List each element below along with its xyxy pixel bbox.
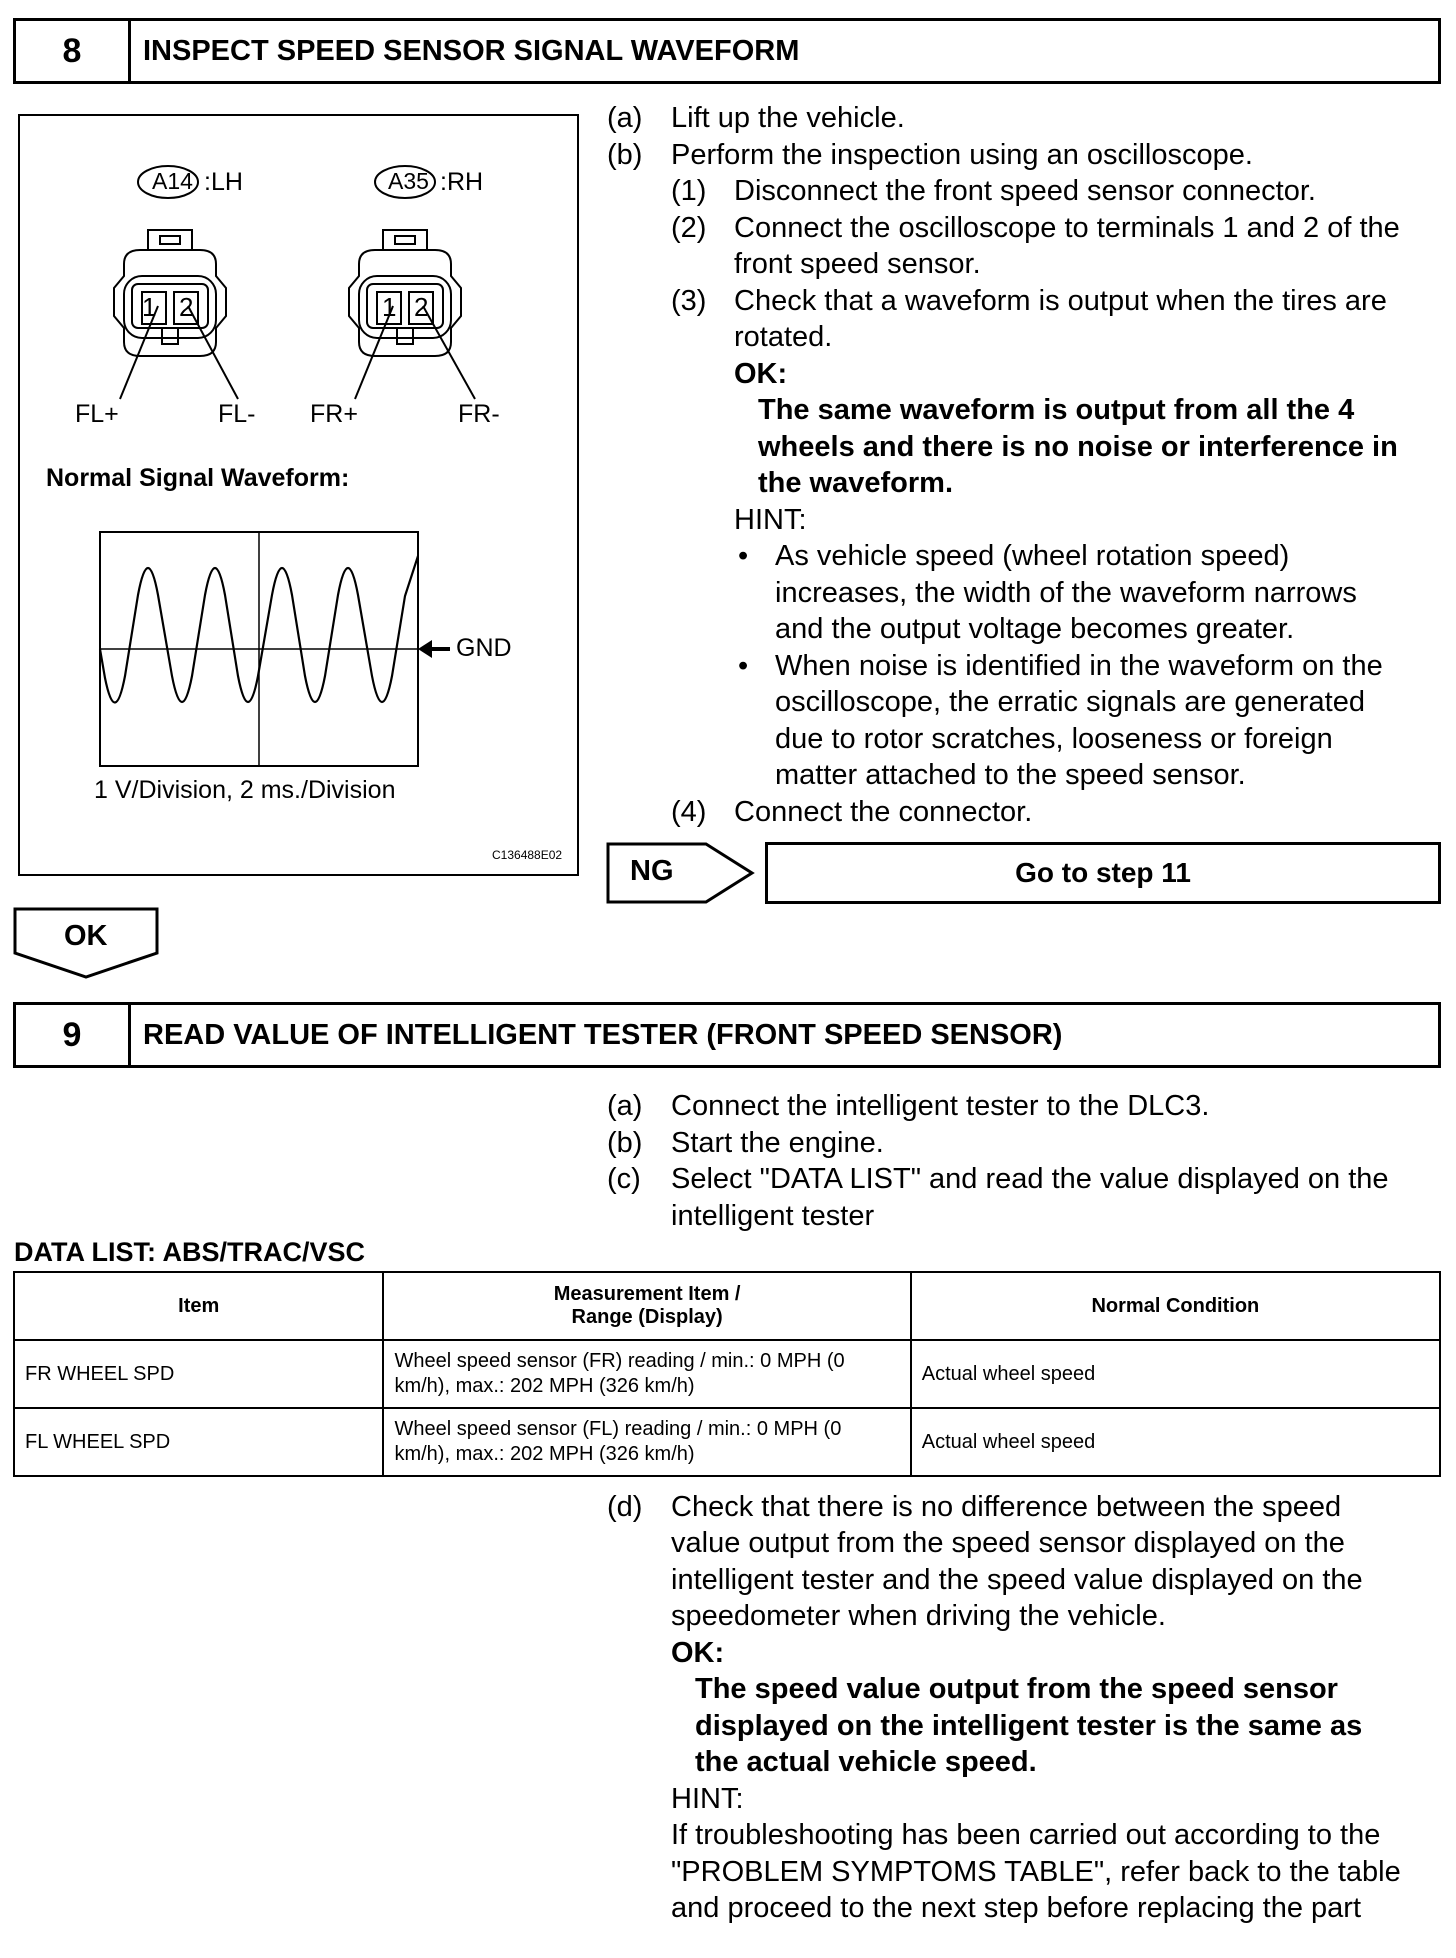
- step-9-instruction-b: Start the engine.: [671, 1127, 884, 1159]
- rh-pin-1: 1: [382, 292, 397, 322]
- rh-pin-2: 2: [414, 292, 429, 322]
- header-measurement-line-2: Range (Display): [571, 1306, 723, 1328]
- instruction-a: Lift up the vehicle.: [671, 102, 905, 134]
- cell-range-line-1: Wheel speed sensor (FL) reading / min.: 0 MPH (0: [394, 1418, 842, 1440]
- header-measurement: [383, 1272, 910, 1340]
- ok-text-line-1: The same waveform is output from all the 4: [758, 394, 1355, 426]
- hint-2-line-2: oscilloscope, the erratic signals are generated: [775, 686, 1365, 718]
- hint-bullet-2: •: [738, 650, 749, 682]
- hint-label: HINT:: [734, 504, 807, 536]
- figure-code: C136488E02: [492, 848, 563, 862]
- instruction-3-line-2: rotated.: [734, 321, 833, 353]
- step-9-marker-a: (a): [607, 1090, 643, 1122]
- ok-label: OK:: [734, 358, 788, 390]
- rh-connector-code: A35: [388, 168, 429, 194]
- step-9-title: READ VALUE OF INTELLIGENT TESTER (FRONT SPEED SENSOR): [143, 1018, 1063, 1051]
- step-9-marker-c: (c): [607, 1163, 641, 1195]
- marker-b: (b): [607, 139, 643, 171]
- header-normal-condition: Normal Condition: [911, 1272, 1440, 1340]
- instruction-1: Disconnect the front speed sensor connector.: [734, 175, 1316, 207]
- step-9-instruction-a: Connect the intelligent tester to the DLC3.: [671, 1090, 1210, 1122]
- cell-normal: Actual wheel speed: [911, 1408, 1440, 1476]
- lh-connector-label: :LH: [204, 168, 243, 196]
- rh-connector-label: :RH: [440, 168, 484, 196]
- cell-range-line-1: Wheel speed sensor (FR) reading / min.: 0 MPH (0: [394, 1350, 845, 1372]
- data-list-table: [13, 1271, 1441, 1477]
- ok-text-line-3: the waveform.: [758, 467, 953, 499]
- ng-label: NG: [630, 855, 674, 887]
- header-item: Item: [14, 1272, 383, 1340]
- hint-2-line-1: When noise is identified in the waveform on the: [775, 650, 1383, 682]
- cell-range-line-2: km/h), max.: 202 MPH (326 km/h): [394, 1375, 695, 1397]
- fr-plus-label: FR+: [310, 400, 358, 428]
- instruction-4: Connect the connector.: [734, 796, 1033, 828]
- lh-pin-1: 1: [142, 292, 157, 322]
- instruction-3-line-1: Check that a waveform is output when the tires are: [734, 285, 1387, 317]
- normal-waveform-label: Normal Signal Waveform:: [46, 464, 350, 492]
- marker-2: (2): [671, 212, 707, 244]
- step-8-number: 8: [16, 21, 131, 81]
- marker-4: (4): [671, 796, 707, 828]
- step-9-marker-d: (d): [607, 1491, 643, 1523]
- data-list-title: DATA LIST: ABS/TRAC/VSC: [14, 1237, 365, 1267]
- marker-a: (a): [607, 102, 643, 134]
- cell-normal: Actual wheel speed: [911, 1340, 1440, 1408]
- instruction-2-line-2: front speed sensor.: [734, 248, 981, 280]
- step-9-instruction-c-line-2: intelligent tester: [671, 1200, 875, 1232]
- scale-label: 1 V/Division, 2 ms./Division: [94, 776, 396, 804]
- hint-1-line-3: and the output voltage becomes greater.: [775, 613, 1295, 645]
- step-9-hint-line-3: and proceed to the next step before replacing the part: [671, 1892, 1362, 1924]
- instruction-b: Perform the inspection using an oscilloscope.: [671, 139, 1253, 171]
- ok-flow-label: OK: [64, 920, 108, 952]
- instruction-2-line-1: Connect the oscilloscope to terminals 1 and 2 of the: [734, 212, 1400, 244]
- step-9-d-line-3: intelligent tester and the speed value displayed on the: [671, 1564, 1363, 1596]
- fl-plus-label: FL+: [75, 400, 119, 428]
- step-9-ok-line-1: The speed value output from the speed sensor: [695, 1673, 1338, 1705]
- fl-minus-label: FL-: [218, 400, 256, 428]
- cell-range: [383, 1408, 910, 1476]
- hint-1-line-1: As vehicle speed (wheel rotation speed): [775, 540, 1290, 572]
- table-row: [14, 1340, 1440, 1408]
- cell-range: [383, 1340, 910, 1408]
- step-9-hint-line-1: If troubleshooting has been carried out according to the: [671, 1819, 1381, 1851]
- gnd-label: GND: [456, 634, 512, 662]
- cell-range-line-2: km/h), max.: 202 MPH (326 km/h): [394, 1443, 695, 1465]
- step-9-d-line-2: value output from the speed sensor displayed on the: [671, 1527, 1345, 1559]
- table-row: [14, 1408, 1440, 1476]
- marker-3: (3): [671, 285, 707, 317]
- ok-text-line-2: wheels and there is no noise or interference in: [758, 431, 1398, 463]
- lh-connector-icon: [114, 230, 238, 399]
- step-9-hint-label: HINT:: [671, 1783, 744, 1815]
- step-9-ok-line-2: displayed on the intelligent tester is the same as: [695, 1710, 1363, 1742]
- connector-waveform-diagram: [18, 114, 579, 876]
- step-9-d-line-1: Check that there is no difference between the speed: [671, 1491, 1342, 1523]
- go-to-step-11-link[interactable]: [765, 842, 1441, 904]
- hint-bullet-1: •: [738, 540, 749, 572]
- step-9-marker-b: (b): [607, 1127, 643, 1159]
- step-8-header: [13, 18, 1441, 84]
- step-9-hint-line-2: "PROBLEM SYMPTOMS TABLE", refer back to the table: [671, 1856, 1401, 1888]
- step-9-instruction-c-line-1: Select "DATA LIST" and read the value displayed on the: [671, 1163, 1389, 1195]
- step-9-ok-label: OK:: [671, 1637, 725, 1669]
- hint-2-line-4: matter attached to the speed sensor.: [775, 759, 1246, 791]
- marker-1: (1): [671, 175, 707, 207]
- diagram-graphics: [20, 116, 581, 878]
- hint-1-line-2: increases, the width of the waveform narrows: [775, 577, 1357, 609]
- fr-minus-label: FR-: [458, 400, 500, 428]
- ng-target-label: Go to step 11: [1015, 857, 1191, 888]
- gnd-arrow-icon: [418, 640, 450, 658]
- step-9-ok-line-3: the actual vehicle speed.: [695, 1746, 1037, 1778]
- lh-connector-code: A14: [152, 168, 193, 194]
- step-9-number: 9: [16, 1005, 131, 1065]
- step-8-title: INSPECT SPEED SENSOR SIGNAL WAVEFORM: [143, 34, 800, 67]
- hint-2-line-3: due to rotor scratches, looseness or foreign: [775, 723, 1333, 755]
- lh-pin-2: 2: [179, 292, 194, 322]
- cell-item: FR WHEEL SPD: [14, 1340, 383, 1408]
- header-measurement-line-1: Measurement Item /: [553, 1283, 741, 1305]
- rh-connector-icon: [349, 230, 475, 399]
- step-9-header: [13, 1002, 1441, 1068]
- table-header-row: [14, 1272, 1440, 1340]
- cell-item: FL WHEEL SPD: [14, 1408, 383, 1476]
- step-9-d-line-4: speedometer when driving the vehicle.: [671, 1600, 1166, 1632]
